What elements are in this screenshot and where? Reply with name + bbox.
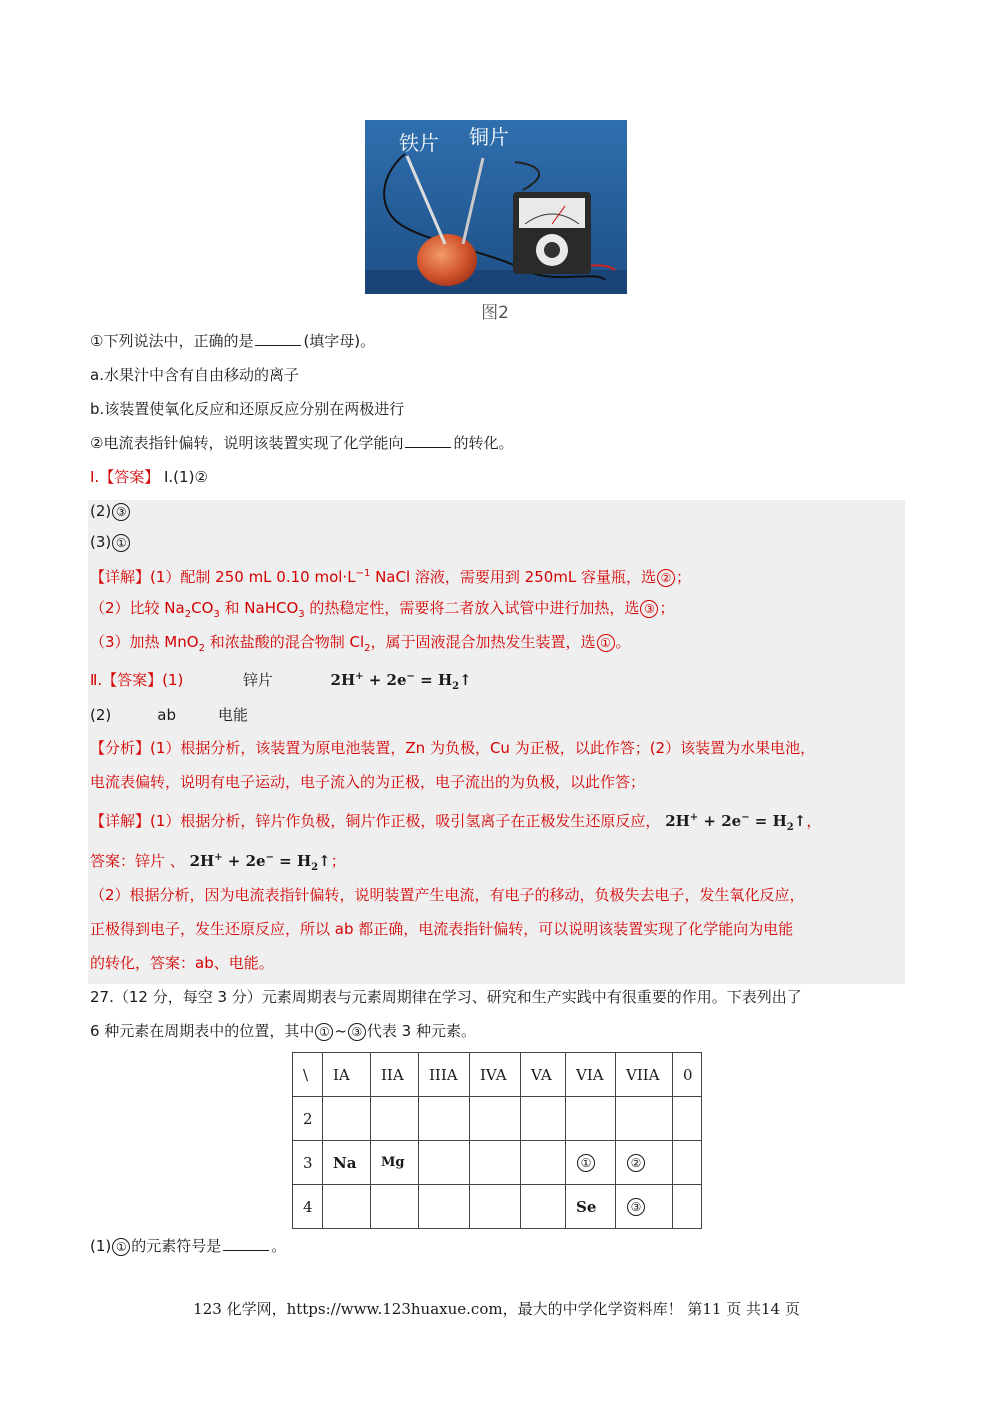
table-cell: [323, 1097, 371, 1141]
question-27-line-2: 6 种元素在周期表中的位置，其中 ① ~ ③ 代表 3 种元素。: [90, 1022, 476, 1040]
question-line-2: ②电流表指针偏转，说明该装置实现了化学能向 的转化。: [90, 434, 514, 452]
circled-number: ③: [640, 600, 658, 618]
table-cell: 4: [293, 1185, 323, 1229]
table-header-cell: \: [293, 1053, 323, 1097]
table-cell: [470, 1185, 521, 1229]
table-cell: [616, 1097, 673, 1141]
table-cell: [419, 1141, 470, 1185]
table-cell: [521, 1097, 566, 1141]
table-header-cell: VA: [521, 1053, 566, 1097]
table-cell: 3: [293, 1141, 323, 1185]
table-cell: [371, 1097, 419, 1141]
table-header-cell: 0: [673, 1053, 702, 1097]
table-row: [293, 1185, 702, 1229]
circled-number: ①: [597, 634, 615, 652]
table-cell: [470, 1097, 521, 1141]
circled-number: ①: [112, 534, 130, 552]
option-a: a.水果汁中含有自由移动的离子: [90, 366, 299, 384]
label-copper: 铜片: [469, 125, 509, 149]
table-cell: [419, 1097, 470, 1141]
answer-2-part-2: (2) ab 电能: [90, 706, 248, 724]
detail-2-line-4: 正极得到电子，发生还原反应，所以 ab 都正确，电流表指针偏转，可以说明该装置实现了化学能向为电能: [90, 920, 794, 938]
table-cell: [616, 1185, 673, 1229]
option-b: b.该装置使氧化反应和还原反应分别在两极进行: [90, 400, 405, 418]
equation: $2H^+ + 2e^- = H_2↑$: [189, 852, 331, 873]
table-cell: [521, 1141, 566, 1185]
table-cell: [371, 1185, 419, 1229]
analysis-line-1: 【分析】(1）根据分析，该装置为原电池装置，Zn 为负极，Cu 为正极，以此作答；(2）该装置为水果电池，: [90, 739, 816, 757]
table-cell: [673, 1097, 702, 1141]
table-cell: Mg: [371, 1141, 419, 1185]
table-cell: [616, 1141, 673, 1185]
table-cell: [323, 1185, 371, 1229]
answer-2: (2) ③: [90, 501, 131, 521]
table-header-cell: IVA: [470, 1053, 521, 1097]
answer-blank: [405, 433, 451, 448]
apple-battery-figure: [365, 120, 627, 294]
answer-blank: [255, 331, 301, 346]
table-header-cell: IIIA: [419, 1053, 470, 1097]
table-row: [293, 1141, 702, 1185]
table-cell: [673, 1141, 702, 1185]
circled-number: ③: [112, 503, 130, 521]
circled-number: ②: [657, 569, 675, 587]
detail-1-line-1: 【详解】(1）配制 250 mL 0.10 $mol\cdot L^{-1}$ NaCl 溶液，需要用到 250mL 容量瓶，选 ② ；: [90, 568, 692, 586]
table-header-cell: VIA: [566, 1053, 616, 1097]
circled-number: ①: [577, 1154, 595, 1172]
table-header-cell: VIIA: [616, 1053, 673, 1097]
periodic-table: [292, 1052, 702, 1229]
question-27-part-1: (1) ① 的元素符号是 。: [90, 1237, 287, 1255]
table-cell: [470, 1141, 521, 1185]
circled-number: ②: [627, 1154, 645, 1172]
table-cell: [419, 1185, 470, 1229]
detail-2-line-1: 【详解】(1）根据分析，锌片作负极，铜片作正极，吸引氢离子在正极发生还原反应， $2H^+ + 2e^- = H_2↑$，: [90, 812, 822, 833]
table-cell: [566, 1097, 616, 1141]
circled-number: ③: [627, 1198, 645, 1216]
table-row: [293, 1097, 702, 1141]
question-line-1: ①下列说法中，正确的是 (填字母)。: [90, 332, 376, 350]
analysis-line-2: 电流表偏转，说明有电子运动，电子流入的为正极，电子流出的为负极，以此作答；: [90, 773, 646, 791]
table-cell: 2: [293, 1097, 323, 1141]
table-cell: Se: [566, 1185, 616, 1229]
figure-caption: 图2: [481, 303, 509, 323]
circled-number: ①: [315, 1023, 333, 1041]
circled-number: ①: [112, 1238, 130, 1256]
equation: $2H^+ + 2e^- = H_2↑$: [665, 812, 807, 833]
table-cell: Na: [323, 1141, 371, 1185]
circled-number: ③: [348, 1023, 366, 1041]
label-iron: 铁片: [399, 131, 439, 155]
table-header-cell: IIA: [371, 1053, 419, 1097]
page-footer: 123 化学网，https://www.123huaxue.com，最大的中学化学资料库！ 第11 页 共14 页: [193, 1300, 800, 1318]
detail-2-line-3: （2）根据分析，因为电流表指针偏转，说明装置产生电流，有电子的移动，负极失去电子，发生氧化反应，: [90, 886, 805, 904]
table-cell: [673, 1185, 702, 1229]
table-cell: [521, 1185, 566, 1229]
detail-2-line-5: 的转化，答案：ab、电能。: [90, 954, 274, 972]
table-header-cell: IA: [323, 1053, 371, 1097]
equation: $2H^+ + 2e^- = H_2↑$: [330, 671, 472, 692]
question-27-line-1: 27.（12 分，每空 3 分）元素周期表与元素周期律在学习、研究和生产实践中有很重要的作用。下表列出了: [90, 988, 802, 1006]
detail-1-line-3: （3）加热 MnO$_2$ 和浓盐酸的混合物制 $Cl_2$，属于固液混合加热发生装置，选 ① 。: [90, 633, 631, 654]
answer-heading-1: Ⅰ.【答案】 Ⅰ.(1)②: [90, 468, 208, 486]
answer-heading-2: Ⅱ.【答案】(1) 锌片 $2H^+ + 2e^- = H_2↑$: [90, 671, 472, 692]
table-header-row: [293, 1053, 702, 1097]
answer-blank: [223, 1236, 269, 1251]
table-cell: [566, 1141, 616, 1185]
detail-1-line-2: （2）比较 $Na_2CO_3$ 和 NaHCO$_3$ 的热稳定性，需要将二者放入试管中进行加热，选 ③ ；: [90, 599, 675, 620]
answer-3: (3) ①: [90, 532, 131, 552]
detail-2-line-2: 答案：锌片 、 $2H^+ + 2e^- = H_2↑$；: [90, 852, 346, 873]
